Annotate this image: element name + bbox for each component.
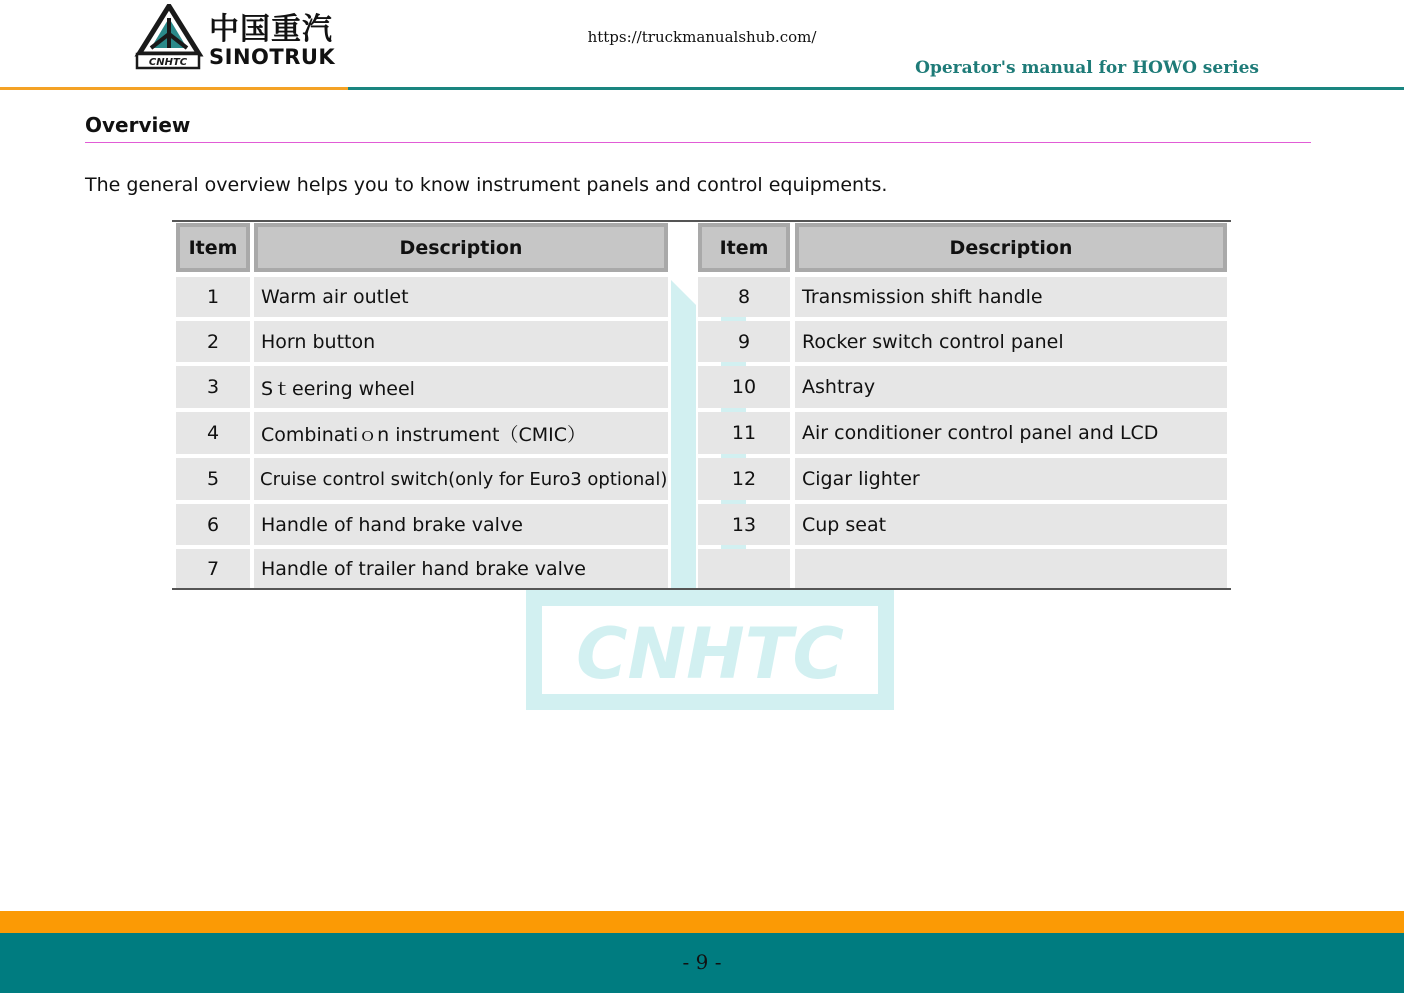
table-cell-description: Handle of hand brake valve	[254, 504, 668, 545]
table-cell-description: Rocker switch control panel	[795, 321, 1227, 362]
table-cell-item: 2	[176, 321, 250, 362]
header-description-left	[254, 223, 668, 272]
table-cell-item: 5	[176, 458, 250, 500]
table-cell-description	[795, 549, 1227, 588]
header-rule-teal	[348, 87, 1404, 90]
table-cell-item: 4	[176, 412, 250, 454]
table-top-rule	[172, 220, 1231, 222]
table-cell-item	[698, 549, 790, 588]
header-item-label: Item	[188, 236, 238, 259]
table-cell-description: Cigar lighter	[795, 458, 1227, 500]
table-cell-item: 13	[698, 504, 790, 545]
table-cell-item: 6	[176, 504, 250, 545]
table-cell-item: 7	[176, 549, 250, 588]
table-cell-item: 11	[698, 412, 790, 454]
header-rule-orange	[0, 87, 348, 90]
header-item-right	[698, 223, 790, 272]
header-item-left	[176, 223, 250, 272]
table-cell-description: Combinatiｏn instrument（CMIC）	[254, 412, 668, 454]
table-cell-item: 8	[698, 277, 790, 317]
header-item-label: Item	[719, 236, 769, 259]
logo-badge-text: CNHTC	[148, 57, 188, 68]
section-rule	[85, 142, 1311, 143]
header-description-label: Description	[949, 236, 1073, 259]
table-cell-description: Warm air outlet	[254, 277, 668, 317]
table-cell-description: Sｔeering wheel	[254, 366, 668, 408]
table-cell-item: 3	[176, 366, 250, 408]
header-description-label: Description	[399, 236, 523, 259]
intro-paragraph: The general overview helps you to know instrument panels and control equipments.	[85, 174, 888, 196]
table-cell-item: 9	[698, 321, 790, 362]
watermark-text: CNHTC	[576, 613, 844, 695]
table-cell-description: Horn button	[254, 321, 668, 362]
table-cell-description: Air conditioner control panel and LCD	[795, 412, 1227, 454]
logo-chinese-text: 中国重汽	[209, 12, 333, 47]
table-cell-item: 10	[698, 366, 790, 408]
page-number: - 9 -	[682, 950, 722, 974]
table-bottom-rule	[172, 588, 1231, 590]
table-cell-description: Handle of trailer hand brake valve	[254, 549, 668, 588]
logo-english-text: SINOTRUK	[209, 45, 336, 69]
table-cell-item: 12	[698, 458, 790, 500]
section-title: Overview	[85, 113, 191, 137]
table-cell-description: Ashtray	[795, 366, 1227, 408]
table-cell-description: Transmission shift handle	[795, 277, 1227, 317]
table-cell-description: Cruise control switch(only for Euro3 optional)	[254, 458, 668, 500]
manual-title: Operator's manual for HOWO series	[915, 58, 1259, 78]
table-cell-description: Cup seat	[795, 504, 1227, 545]
table-cell-item: 1	[176, 277, 250, 317]
header-url: https://truckmanualshub.com/	[587, 28, 817, 46]
footer-band-orange	[0, 911, 1404, 933]
header-description-right	[795, 223, 1227, 272]
